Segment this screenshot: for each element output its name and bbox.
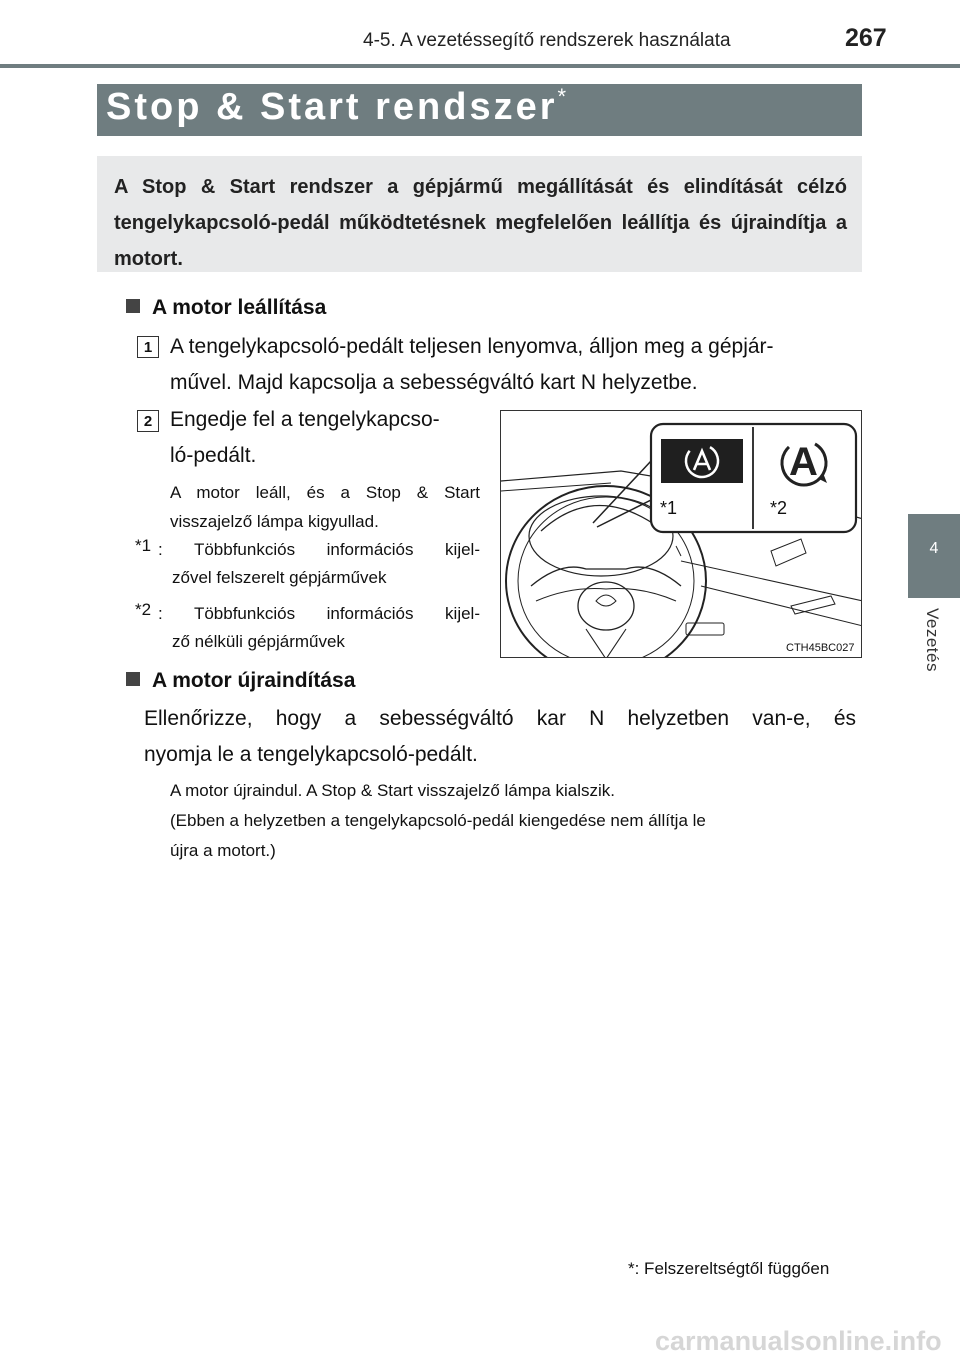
figure-label-2: *2 bbox=[770, 498, 788, 518]
chapter-tab-number: 4 bbox=[929, 540, 939, 557]
title-star-mark: * bbox=[557, 84, 567, 109]
footnote-optional: *: Felszereltségtől függően bbox=[628, 1259, 830, 1278]
chapter-tab-label: Vezetés bbox=[923, 608, 942, 672]
header-section-title: 4-5. A vezetéssegítő rendszerek használata bbox=[363, 30, 731, 51]
footnote-2-line-1: : Többfunkciós információs kijel- bbox=[158, 604, 480, 623]
restart-note-2-line-1: (Ebben a helyzetben a tengelykapcsoló-pedál kiengedése nem állítja le bbox=[170, 811, 706, 830]
figure-label-1: *1 bbox=[660, 498, 678, 518]
step-2-line-2: ló-pedált. bbox=[170, 444, 257, 467]
restart-line-2: nyomja le a tengelykapcsoló-pedált. bbox=[144, 743, 478, 766]
stop-note-line-1: A motor leáll, és a Stop & Start bbox=[170, 483, 480, 502]
bullet-square-icon bbox=[126, 672, 140, 686]
step-1-badge: 1 bbox=[137, 336, 159, 358]
section-heading-stop-text: A motor leállítása bbox=[152, 296, 327, 319]
intro-text: A Stop & Start rendszer a gépjármű megállítását és elindítását célzó tengelykapcsoló-pedál működtetésnek megfelelően leállítja és újraindítja a motort. bbox=[114, 176, 847, 270]
footnote-1-line-1: : Többfunkciós információs kijel- bbox=[158, 540, 480, 559]
footnote-2-mark: *2 bbox=[135, 600, 152, 619]
section-heading-restart-text: A motor újraindítása bbox=[152, 669, 356, 692]
restart-line-1: Ellenőrizze, hogy a sebességváltó kar N helyzetben van-e, és bbox=[144, 707, 856, 730]
footnote-2-line-2: ző nélküli gépjárművek bbox=[172, 632, 345, 651]
section-heading-restart bbox=[126, 669, 355, 693]
stop-note-line-2: visszajelző lámpa kigyullad. bbox=[170, 512, 379, 531]
page-number: 267 bbox=[845, 24, 887, 52]
step-1-line-1: A tengelykapcsoló-pedált teljesen lenyomva, álljon meg a gépjár- bbox=[170, 335, 774, 358]
step-2-badge: 2 bbox=[137, 410, 159, 432]
page-title bbox=[106, 86, 566, 129]
figure-icon-letter: A bbox=[789, 440, 818, 484]
restart-note-2-line-2: újra a motort.) bbox=[170, 841, 276, 860]
section-heading-stop bbox=[126, 296, 326, 320]
header-divider bbox=[0, 64, 960, 68]
footnote-1-mark: *1 bbox=[135, 536, 152, 555]
step-2-line-1: Engedje fel a tengelykapcso- bbox=[170, 408, 440, 431]
footnote-1-line-2: zővel felszerelt gépjárművek bbox=[172, 568, 387, 587]
watermark: carmanualsonline.info bbox=[655, 1326, 942, 1356]
page-title-text: Stop & Start rendszer bbox=[106, 86, 558, 128]
figure-code: CTH45BC027 bbox=[786, 642, 855, 654]
bullet-square-icon bbox=[126, 299, 140, 313]
restart-note-1: A motor újraindul. A Stop & Start visszajelző lámpa kialszik. bbox=[170, 781, 616, 800]
step-1-line-2: művel. Majd kapcsolja a sebességváltó kart N helyzetbe. bbox=[170, 371, 698, 394]
